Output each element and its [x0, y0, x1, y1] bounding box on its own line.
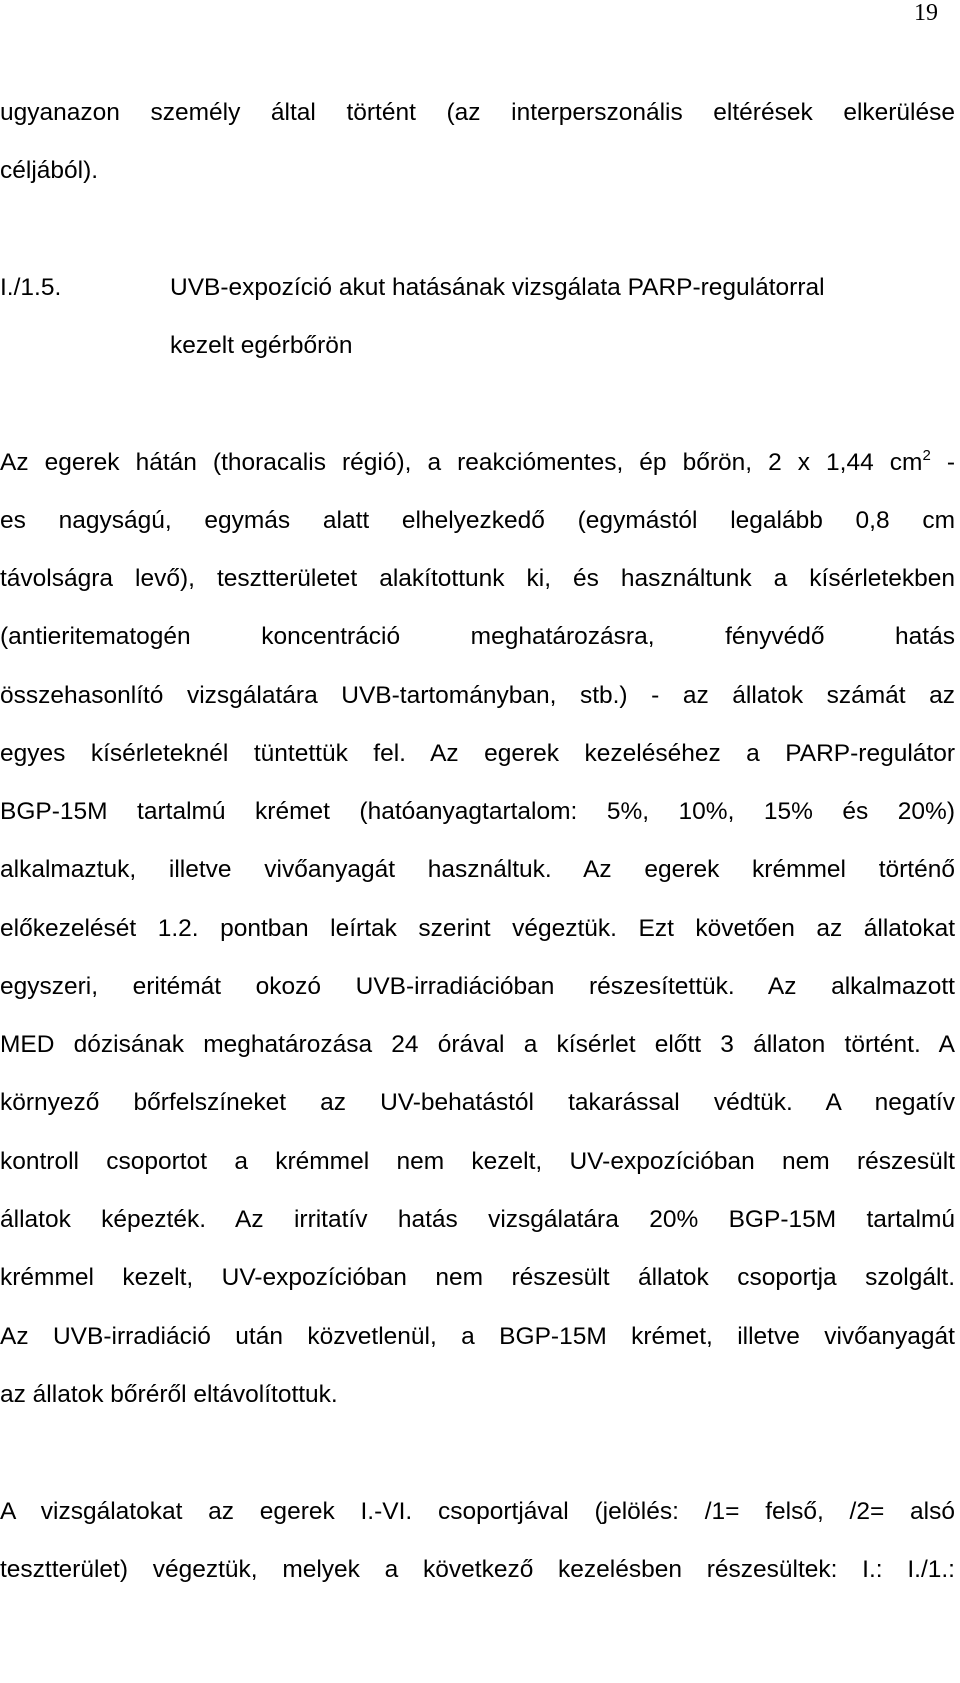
- text-line: állatok képezték. Az irritatív hatás vizsgálatára 20% BGP-15M tartalmú: [0, 1206, 955, 1233]
- page-number: 19: [914, 0, 938, 26]
- text-line: az állatok bőréről eltávolítottuk.: [0, 1381, 338, 1408]
- superscript: 2: [922, 447, 931, 464]
- text-line: céljából).: [0, 157, 99, 184]
- text-line: egyes kísérleteknél tüntettük fel. Az egerek kezeléséhez a PARP-regulátor: [0, 740, 955, 767]
- section-number: I./1.5.: [0, 274, 62, 301]
- text-line: A vizsgálatokat az egerek I.-VI. csoportjával (jelölés: /1= felső, /2= alsó: [0, 1498, 955, 1525]
- text-line: BGP-15M tartalmú krémet (hatóanyagtartalom: 5%, 10%, 15% és 20%): [0, 798, 955, 825]
- text-run: -: [930, 449, 955, 476]
- text-line: Az UVB-irradiáció után közvetlenül, a BGP-15M krémet, illetve vivőanyagát: [0, 1323, 955, 1350]
- section-title-line: kezelt egérbőrön: [170, 332, 353, 359]
- text-line: krémmel kezelt, UV-expozícióban nem részesült állatok csoportja szolgált.: [0, 1264, 955, 1291]
- text-line: tesztterület) végeztük, melyek a következő kezelésben részesültek: I.: I./1.:: [0, 1556, 955, 1583]
- text-line: es nagyságú, egymás alatt elhelyezkedő (egymástól legalább 0,8 cm: [0, 507, 955, 534]
- text-line: MED dózisának meghatározása 24 órával a kísérlet előtt 3 állaton történt. A: [0, 1031, 955, 1058]
- text-line: [0, 448, 955, 478]
- text-line: egyszeri, eritémát okozó UVB-irradiációban részesítettük. Az alkalmazott: [0, 973, 955, 1000]
- section-title-line: UVB-expozíció akut hatásának vizsgálata PARP-regulátorral: [170, 274, 825, 301]
- text-run: Az egerek hátán (thoracalis régió), a reakciómentes, ép bőrön, 2 x 1,44 cm: [0, 449, 923, 476]
- text-line: alkalmaztuk, illetve vivőanyagát használtuk. Az egerek krémmel történő: [0, 856, 955, 883]
- text-line: környező bőrfelszíneket az UV-behatástól takarással védtük. A negatív: [0, 1089, 955, 1116]
- text-line: (antieritematogén koncentráció meghatározásra, fényvédő hatás: [0, 623, 955, 650]
- text-line: összehasonlító vizsgálatára UVB-tartományban, stb.) - az állatok számát az: [0, 682, 955, 709]
- text-line: előkezelését 1.2. pontban leírtak szerint végeztük. Ezt követően az állatokat: [0, 915, 955, 942]
- text-line: kontroll csoportot a krémmel nem kezelt, UV-expozícióban nem részesült: [0, 1148, 955, 1175]
- text-line: ugyanazon személy által történt (az interperszonális eltérések elkerülése: [0, 99, 955, 126]
- text-line: távolságra levő), tesztterületet alakítottunk ki, és használtunk a kísérletekben: [0, 565, 955, 592]
